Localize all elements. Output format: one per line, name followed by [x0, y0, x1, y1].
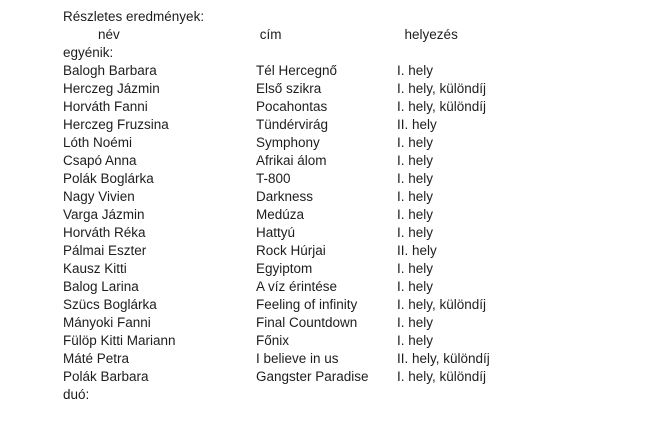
row-name-cell: Máté Petra [63, 351, 130, 366]
row-placement-cell: II. hely [397, 117, 437, 132]
column-header-placement: helyezés [404, 27, 458, 42]
table-row [0, 134, 651, 152]
row-placement-cell: I. hely [397, 63, 434, 78]
row-name-cell: Fülöp Kitti Mariann [63, 333, 176, 348]
table-row [0, 296, 651, 314]
table-row [0, 188, 651, 206]
row-name-cell: Horváth Fanni [63, 99, 148, 114]
row-title-cell: T-800 [256, 171, 291, 186]
row-title-cell: Darkness [256, 189, 314, 204]
row-placement-cell: II. hely [397, 243, 437, 258]
row-placement-cell: I. hely [397, 207, 434, 222]
table-row [0, 152, 651, 170]
row-title-cell: A víz érintése [256, 279, 338, 294]
row-title-cell: Feeling of infinity [256, 297, 358, 312]
row-placement-cell: I. hely [397, 315, 434, 330]
table-row [0, 116, 651, 134]
table-row [0, 206, 651, 224]
row-placement-cell: I. hely [397, 189, 434, 204]
row-title-cell: Pocahontas [256, 99, 328, 114]
table-header-row [0, 26, 651, 44]
row-title-cell: Final Countdown [256, 315, 358, 330]
row-title-cell: Főnix [256, 333, 290, 348]
row-placement-cell: I. hely [397, 279, 434, 294]
table-row [0, 80, 651, 98]
row-title-cell: Első szikra [256, 81, 322, 96]
section-label-duo: duó: [63, 387, 90, 402]
row-name-cell: Pálmai Eszter [63, 243, 147, 258]
row-title-cell: Tündérvirág [256, 117, 329, 132]
row-name-cell: Csapó Anna [63, 153, 137, 168]
row-name-cell: Nagy Vivien [63, 189, 135, 204]
row-title-cell: Medúza [256, 207, 305, 222]
row-placement-cell: I. hely [397, 225, 434, 240]
row-placement-cell: I. hely, különdíj [397, 99, 487, 114]
column-header-name: név [98, 27, 120, 42]
row-name-cell: Lóth Noémi [63, 135, 133, 150]
table-row [0, 368, 651, 386]
table-row [0, 242, 651, 260]
table-row [0, 350, 651, 368]
row-name-cell: Herczeg Jázmin [63, 81, 160, 96]
table-row [0, 278, 651, 296]
table-row [0, 314, 651, 332]
row-title-cell: Gangster Paradise [256, 369, 369, 384]
row-name-cell: Horváth Réka [63, 225, 146, 240]
row-name-cell: Varga Jázmin [63, 207, 145, 222]
row-name-cell: Mányoki Fanni [63, 315, 151, 330]
row-name-cell: Szücs Boglárka [63, 297, 157, 312]
row-name-cell: Herczeg Fruzsina [63, 117, 169, 132]
row-placement-cell: I. hely, különdíj [397, 369, 487, 384]
row-placement-cell: I. hely, különdíj [397, 81, 487, 96]
row-placement-cell: I. hely [397, 261, 434, 276]
row-name-cell: Kausz Kitti [63, 261, 127, 276]
row-placement-cell: I. hely [397, 135, 434, 150]
row-name-cell: Polák Boglárka [63, 171, 154, 186]
row-name-cell: Balog Larina [63, 279, 139, 294]
row-name-cell: Polák Barbara [63, 369, 149, 384]
row-name-cell: Balogh Barbara [63, 63, 157, 78]
row-title-cell: Symphony [256, 135, 320, 150]
table-row [0, 260, 651, 278]
row-title-cell: Afrikai álom [256, 153, 327, 168]
table-row [0, 98, 651, 116]
table-row [0, 62, 651, 80]
row-placement-cell: I. hely, különdíj [397, 297, 487, 312]
row-placement-cell: I. hely [397, 333, 434, 348]
results-table [0, 62, 651, 386]
row-title-cell: Tél Hercegnő [256, 63, 338, 78]
row-title-cell: I believe in us [256, 351, 339, 366]
table-row [0, 224, 651, 242]
row-title-cell: Rock Húrjai [256, 243, 326, 258]
column-header-title: cím [259, 27, 282, 42]
section-label-individual: egyénik: [63, 45, 114, 60]
results-title: Részletes eredmények: [63, 9, 205, 24]
table-row [0, 170, 651, 188]
row-placement-cell: II. hely, különdíj [397, 351, 490, 366]
row-title-cell: Egyiptom [256, 261, 313, 276]
row-placement-cell: I. hely [397, 153, 434, 168]
row-placement-cell: I. hely [397, 171, 434, 186]
table-row [0, 332, 651, 350]
row-title-cell: Hattyú [256, 225, 296, 240]
